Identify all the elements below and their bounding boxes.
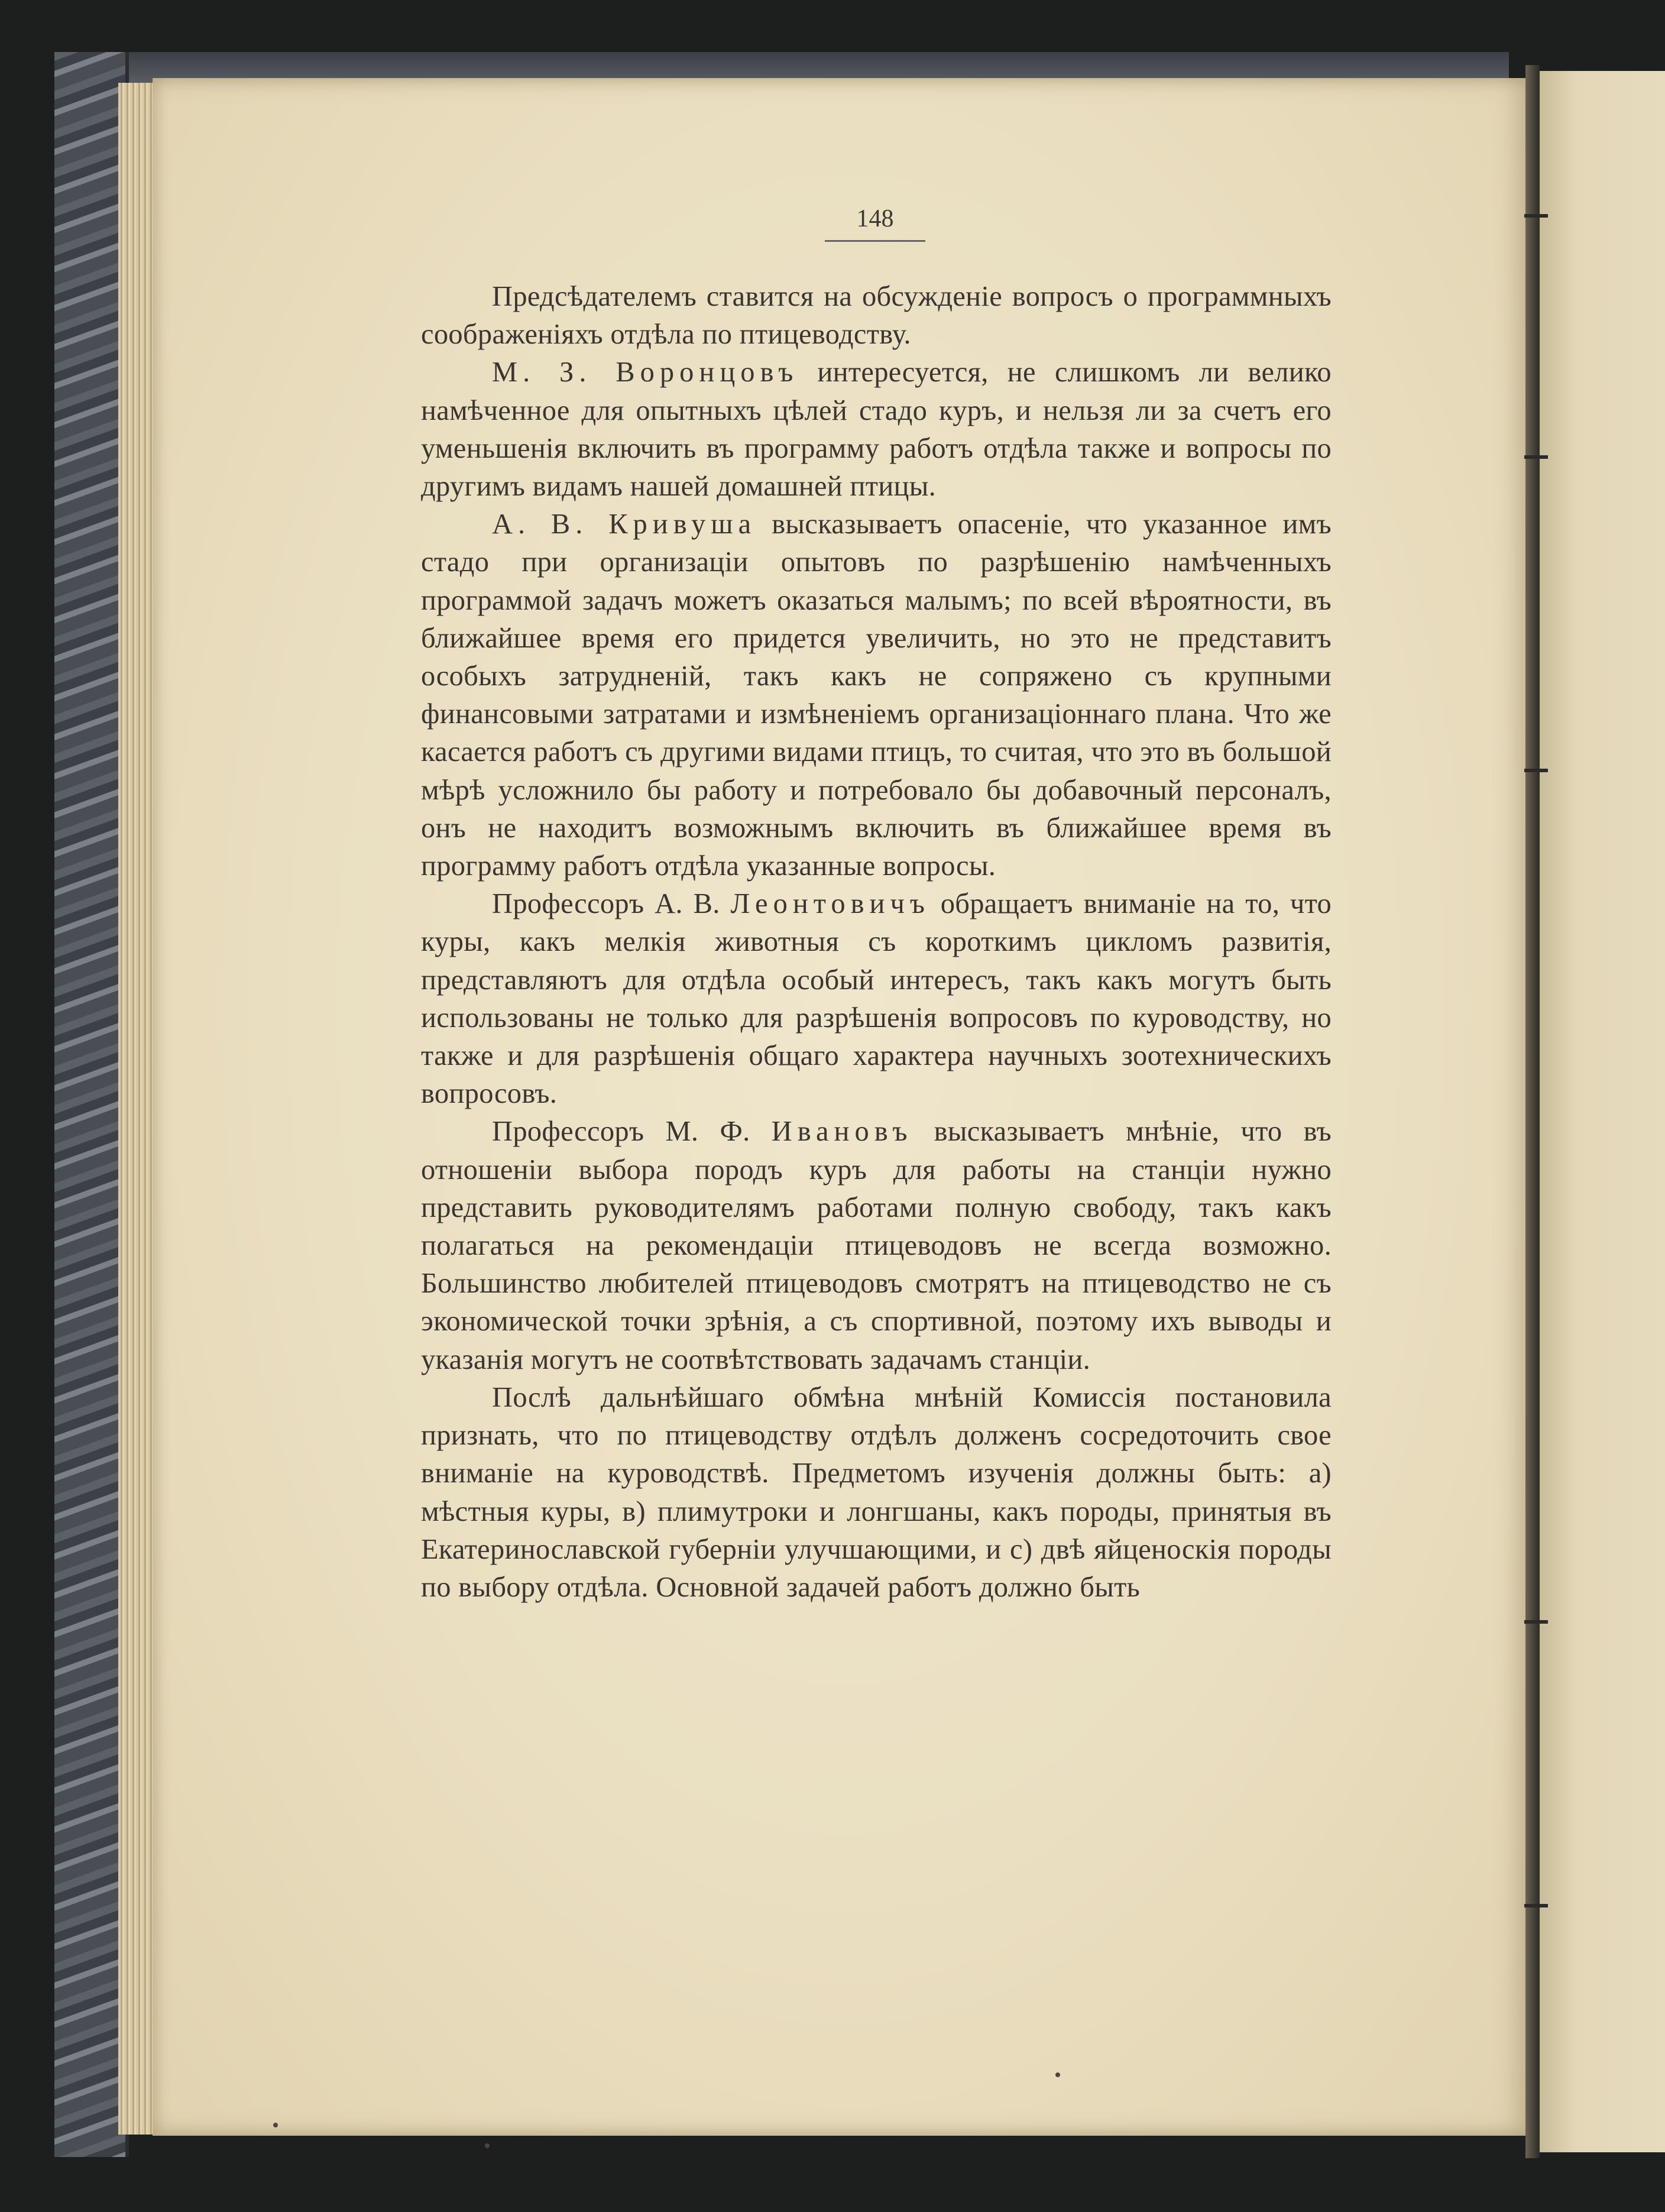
page-number: 148 [825,205,925,242]
speck [273,2123,278,2127]
speaker-name: А. В. Кривуша [492,509,757,540]
binding-thread [1524,214,1548,218]
paragraph-3 [421,506,1332,885]
paragraph-5 [421,1113,1332,1378]
speck [1055,2072,1060,2077]
paragraph-text: высказываетъ опасеніе, что указанное имъ стадо при организаціи опытовъ по разрѣшенію намѣченныхъ программой задачъ можетъ оказаться малымъ; по всей вѣроятности, въ ближайшее время его придется увеличить, но это не представитъ особыхъ затрудненій, такъ какъ не сопряжено съ крупными финансовыми затратами и измѣненіемъ организаціоннаго плана. Что же касается работъ съ другими видами птицъ, то считая, что это въ большой мѣрѣ усложнило бы работу и потребовало бы добавочный персоналъ, онъ не находитъ возможнымъ включить въ ближайшее время въ программу работъ отдѣла указанные вопросы. [421,509,1332,882]
facing-page-edge [1540,71,1665,2152]
paragraph-text: обращаетъ вниманіе на то, что куры, какъ мелкія животныя съ короткимъ цикломъ развитія, представляютъ для отдѣла особый интересъ, такъ какъ могутъ быть использованы не только для разрѣшенія вопросовъ по куроводству, но также и для разрѣшенія общаго характера научныхъ зоотехническихъ вопросовъ. [421,888,1332,1110]
paragraph-text: Предсѣдателемъ ставится на обсужденіе вопросъ о программныхъ соображеніяхъ отдѣла по птицеводству. [421,281,1332,351]
paragraph-1 [421,278,1332,354]
paragraph-text: интересуется, не слишкомъ ли велико намѣченное для опытныхъ цѣлей стадо куръ, и нельзя ли за счетъ его уменьшенія включить въ программу работъ отдѣла также и вопросы по другимъ видамъ нашей домашней птицы. [421,357,1332,503]
page-edges [118,83,154,2135]
paragraph-text: Послѣ дальнѣйшаго обмѣна мнѣній Комиссія постановила признать, что по птицеводству отдѣлъ долженъ сосредоточить свое вниманіе на куроводствѣ. Предметомъ изученія должны быть: а) мѣстныя куры, в) плимутроки и лонгшаны, какъ породы, принятыя въ Екатеринославской губерніи улучшающими, и с) двѣ яйценоскія породы по выбору отдѣла. Основной задачей работъ должно быть [421,1381,1332,1603]
book-gutter [1525,65,1540,2158]
binding-thread [1524,455,1548,459]
paragraph-6 [421,1379,1332,1607]
binding-thread [1524,1904,1548,1907]
paragraph-2 [421,354,1332,506]
binding-thread [1524,769,1548,772]
paragraph-text: высказываетъ мнѣніе, что въ отношеніи выбора породъ куръ для работы на станціи нужно представить руководителямъ работами полную свободу, такъ какъ полагаться на рекомендаціи птицеводовъ не всегда возможно. Большинство любителей птицеводовъ смотрятъ на птицеводство не съ экономической точки зрѣнія, а съ спортивной, поэтому ихъ выводы и указанія могутъ не соотвѣтствовать задачамъ станціи. [421,1116,1332,1375]
speaker-title: Профессоръ А. В. [492,888,731,920]
speaker-name: М. З. Воронцовъ [492,357,799,388]
speck [485,2143,490,2148]
page-body-text [421,278,1332,1607]
binding-thread [1524,1620,1548,1624]
speaker-name: Леонтовичъ [730,888,930,920]
speaker-title: Профессоръ М. Ф. [492,1116,772,1148]
paragraph-4 [421,885,1332,1113]
speaker-name: Ивановъ [771,1116,913,1148]
